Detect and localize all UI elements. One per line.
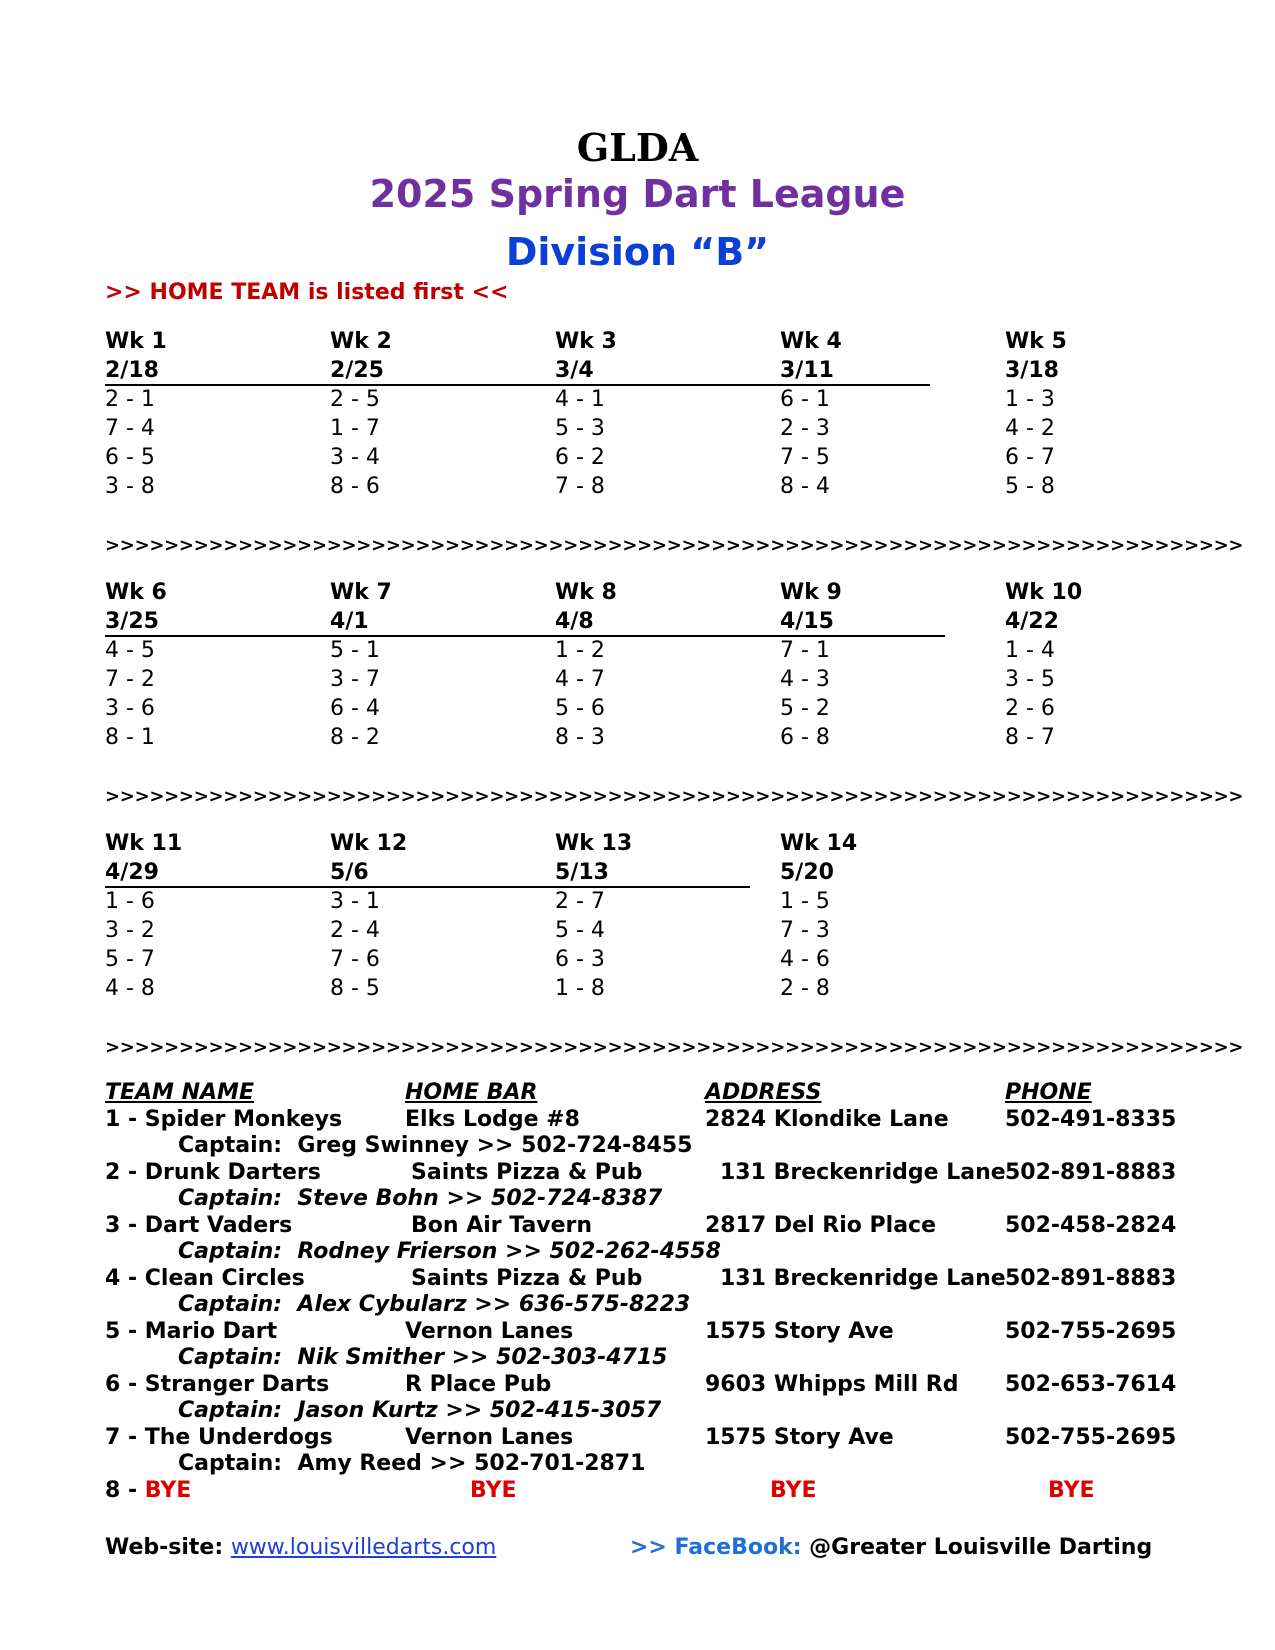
- facebook-handle: @Greater Louisville Darting: [809, 1535, 1153, 1560]
- week-label: Wk 3: [555, 329, 617, 354]
- matchup: 2 - 8: [780, 976, 830, 1001]
- week-date: 3/18: [1005, 358, 1059, 383]
- date-underline: [105, 635, 945, 637]
- week-date: 3/4: [555, 358, 594, 383]
- website-label: Web-site:: [105, 1535, 231, 1560]
- captain-row: [0, 1186, 1275, 1213]
- week-label: Wk 1: [105, 329, 167, 354]
- matchup: 7 - 1: [780, 638, 830, 663]
- matchup: 8 - 3: [555, 725, 605, 750]
- matchup: 7 - 4: [105, 416, 155, 441]
- league-title: 2025 Spring Dart League: [369, 172, 906, 216]
- captain-info: Captain: Rodney Frierson >> 502-262-4558: [178, 1239, 721, 1264]
- separator-line: >>>>>>>>>>>>>>>>>>>>>>>>>>>>>>>>>>>>>>>>>>>>>>>>>>>>>>>>>>>>>>>>>>>>>>>>>>>>>: [105, 1037, 1244, 1058]
- matchup: 6 - 3: [555, 947, 605, 972]
- matchup: 5 - 3: [555, 416, 605, 441]
- matchup: 6 - 7: [1005, 445, 1055, 470]
- team-row: [0, 1107, 1275, 1134]
- team-name: 6 - Stranger Darts: [105, 1372, 330, 1397]
- team-name: 1 - Spider Monkeys: [105, 1107, 343, 1132]
- phone: 502-891-8883: [1005, 1160, 1177, 1185]
- matchup: 7 - 6: [330, 947, 380, 972]
- phone: 502-491-8335: [1005, 1107, 1177, 1132]
- week-column: [555, 578, 755, 752]
- matchup: 5 - 4: [555, 918, 605, 943]
- matchup: 4 - 6: [780, 947, 830, 972]
- phone: 502-458-2824: [1005, 1213, 1177, 1238]
- matchup: 3 - 8: [105, 474, 155, 499]
- address: 2824 Klondike Lane: [705, 1107, 949, 1132]
- matchup: 8 - 6: [330, 474, 380, 499]
- week-label: Wk 4: [780, 329, 842, 354]
- address: 1575 Story Ave: [705, 1425, 894, 1450]
- matchup: 7 - 5: [780, 445, 830, 470]
- matchup: 2 - 1: [105, 387, 155, 412]
- team-name: 4 - Clean Circles: [105, 1266, 305, 1291]
- phone: 502-755-2695: [1005, 1425, 1177, 1450]
- week-column: [105, 578, 305, 752]
- matchup: 8 - 5: [330, 976, 380, 1001]
- address: 131 Breckenridge Lane: [720, 1160, 1006, 1185]
- week-column: [780, 578, 980, 752]
- matchup: 4 - 3: [780, 667, 830, 692]
- home-bar: Saints Pizza & Pub: [411, 1266, 643, 1291]
- week-column: [330, 829, 530, 1003]
- week-column: [105, 327, 305, 501]
- matchup: 3 - 2: [105, 918, 155, 943]
- home-bar: Saints Pizza & Pub: [411, 1160, 643, 1185]
- matchup: 2 - 7: [555, 889, 605, 914]
- week-date: 5/13: [555, 860, 609, 885]
- team-name: 3 - Dart Vaders: [105, 1213, 293, 1238]
- team-row: [0, 1319, 1275, 1346]
- week-date: 4/15: [780, 609, 834, 634]
- week-column: [1005, 327, 1205, 501]
- team-name: 7 - The Underdogs: [105, 1425, 333, 1450]
- matchup: 3 - 5: [1005, 667, 1055, 692]
- captain-row: [0, 1133, 1275, 1160]
- matchup: 4 - 1: [555, 387, 605, 412]
- week-label: Wk 9: [780, 580, 842, 605]
- bye-bar: BYE: [470, 1478, 517, 1503]
- matchup: 6 - 4: [330, 696, 380, 721]
- matchup: 2 - 6: [1005, 696, 1055, 721]
- date-underline: [105, 384, 930, 386]
- week-label: Wk 8: [555, 580, 617, 605]
- week-label: Wk 6: [105, 580, 167, 605]
- matchup: 8 - 7: [1005, 725, 1055, 750]
- home-bar: Vernon Lanes: [405, 1319, 574, 1344]
- page-title: GLDA: [576, 125, 699, 170]
- bye-address: BYE: [770, 1478, 817, 1503]
- matchup: 4 - 5: [105, 638, 155, 663]
- captain-info: Captain: Amy Reed >> 502-701-2871: [178, 1451, 646, 1476]
- matchup: 1 - 6: [105, 889, 155, 914]
- phone: 502-653-7614: [1005, 1372, 1177, 1397]
- address-header: ADDRESS: [705, 1080, 822, 1105]
- week-date: 2/18: [105, 358, 159, 383]
- team-name-header: TEAM NAME: [105, 1080, 254, 1105]
- captain-row: [0, 1239, 1275, 1266]
- team-name: 2 - Drunk Darters: [105, 1160, 321, 1185]
- week-date: 4/22: [1005, 609, 1059, 634]
- matchup: 1 - 8: [555, 976, 605, 1001]
- week-date: 4/8: [555, 609, 594, 634]
- captain-info: Captain: Jason Kurtz >> 502-415-3057: [178, 1398, 662, 1423]
- matchup: 8 - 2: [330, 725, 380, 750]
- separator-line: >>>>>>>>>>>>>>>>>>>>>>>>>>>>>>>>>>>>>>>>>>>>>>>>>>>>>>>>>>>>>>>>>>>>>>>>>>>>>: [105, 535, 1244, 556]
- address: 2817 Del Rio Place: [705, 1213, 936, 1238]
- matchup: 4 - 8: [105, 976, 155, 1001]
- team-row: [0, 1160, 1275, 1187]
- week-date: 2/25: [330, 358, 384, 383]
- week-date: 4/29: [105, 860, 159, 885]
- matchup: 5 - 7: [105, 947, 155, 972]
- matchup: 7 - 2: [105, 667, 155, 692]
- matchup: 8 - 1: [105, 725, 155, 750]
- week-date: 3/11: [780, 358, 834, 383]
- facebook-footer: [630, 1535, 1152, 1560]
- matchup: 6 - 5: [105, 445, 155, 470]
- matchup: 8 - 4: [780, 474, 830, 499]
- matchup: 3 - 6: [105, 696, 155, 721]
- home-bar: R Place Pub: [405, 1372, 552, 1397]
- week-label: Wk 13: [555, 831, 633, 856]
- captain-info: Captain: Alex Cybularz >> 636-575-8223: [178, 1292, 691, 1317]
- captain-info: Captain: Steve Bohn >> 502-724-8387: [178, 1186, 663, 1211]
- captain-row: [0, 1292, 1275, 1319]
- website-link[interactable]: www.louisvilledarts.com: [230, 1535, 497, 1560]
- week-label: Wk 14: [780, 831, 858, 856]
- week-label: Wk 10: [1005, 580, 1083, 605]
- home-team-note: >> HOME TEAM is listed first <<: [105, 280, 509, 305]
- matchup: 5 - 1: [330, 638, 380, 663]
- website-footer: [105, 1535, 496, 1560]
- week-label: Wk 5: [1005, 329, 1067, 354]
- week-column: [780, 327, 980, 501]
- home-bar: Elks Lodge #8: [405, 1107, 580, 1132]
- address: 9603 Whipps Mill Rd: [705, 1372, 959, 1397]
- captain-row: [0, 1451, 1275, 1478]
- bye-team-name: BYE: [144, 1478, 192, 1503]
- week-column: [1005, 578, 1205, 752]
- week-date: 3/25: [105, 609, 159, 634]
- home-bar-header: HOME BAR: [405, 1080, 538, 1105]
- week-label: Wk 11: [105, 831, 183, 856]
- matchup: 1 - 3: [1005, 387, 1055, 412]
- bye-team-cell: [105, 1478, 191, 1503]
- matchup: 5 - 6: [555, 696, 605, 721]
- matchup: 3 - 4: [330, 445, 380, 470]
- matchup: 7 - 3: [780, 918, 830, 943]
- team-row: [0, 1372, 1275, 1399]
- week-date: 5/6: [330, 860, 369, 885]
- captain-row: [0, 1345, 1275, 1372]
- facebook-label: >> FaceBook:: [630, 1535, 810, 1560]
- separator-line: >>>>>>>>>>>>>>>>>>>>>>>>>>>>>>>>>>>>>>>>>>>>>>>>>>>>>>>>>>>>>>>>>>>>>>>>>>>>>: [105, 786, 1244, 807]
- matchup: 4 - 7: [555, 667, 605, 692]
- matchup: 4 - 2: [1005, 416, 1055, 441]
- matchup: 5 - 8: [1005, 474, 1055, 499]
- division-title: Division “B”: [505, 230, 770, 274]
- matchup: 5 - 2: [780, 696, 830, 721]
- week-date: 4/1: [330, 609, 369, 634]
- week-column: [330, 327, 530, 501]
- week-label: Wk 12: [330, 831, 408, 856]
- bye-team-number: 8 -: [105, 1478, 145, 1503]
- matchup: 6 - 2: [555, 445, 605, 470]
- week-column: [330, 578, 530, 752]
- captain-info: Captain: Greg Swinney >> 502-724-8455: [178, 1133, 693, 1158]
- week-column: [780, 829, 980, 1003]
- matchup: 1 - 4: [1005, 638, 1055, 663]
- teams-header-row: [0, 1080, 1275, 1107]
- matchup: 7 - 8: [555, 474, 605, 499]
- phone: 502-891-8883: [1005, 1266, 1177, 1291]
- week-column: [105, 829, 305, 1003]
- phone: 502-755-2695: [1005, 1319, 1177, 1344]
- home-bar: Vernon Lanes: [405, 1425, 574, 1450]
- date-underline: [105, 886, 750, 888]
- home-bar: Bon Air Tavern: [411, 1213, 593, 1238]
- team-row: [0, 1425, 1275, 1452]
- team-row: [0, 1266, 1275, 1293]
- week-column: [555, 327, 755, 501]
- matchup: 3 - 7: [330, 667, 380, 692]
- week-label: Wk 7: [330, 580, 392, 605]
- matchup: 6 - 1: [780, 387, 830, 412]
- bye-row: [0, 1478, 1275, 1505]
- matchup: 1 - 2: [555, 638, 605, 663]
- address: 1575 Story Ave: [705, 1319, 894, 1344]
- matchup: 1 - 7: [330, 416, 380, 441]
- phone-header: PHONE: [1005, 1080, 1092, 1105]
- captain-info: Captain: Nik Smither >> 502-303-4715: [178, 1345, 668, 1370]
- team-row: [0, 1213, 1275, 1240]
- week-column: [555, 829, 755, 1003]
- matchup: 2 - 3: [780, 416, 830, 441]
- captain-row: [0, 1398, 1275, 1425]
- week-date: 5/20: [780, 860, 834, 885]
- address: 131 Breckenridge Lane: [720, 1266, 1006, 1291]
- week-label: Wk 2: [330, 329, 392, 354]
- team-name: 5 - Mario Dart: [105, 1319, 278, 1344]
- matchup: 2 - 4: [330, 918, 380, 943]
- matchup: 3 - 1: [330, 889, 380, 914]
- matchup: 6 - 8: [780, 725, 830, 750]
- bye-phone: BYE: [1048, 1478, 1095, 1503]
- matchup: 2 - 5: [330, 387, 380, 412]
- matchup: 1 - 5: [780, 889, 830, 914]
